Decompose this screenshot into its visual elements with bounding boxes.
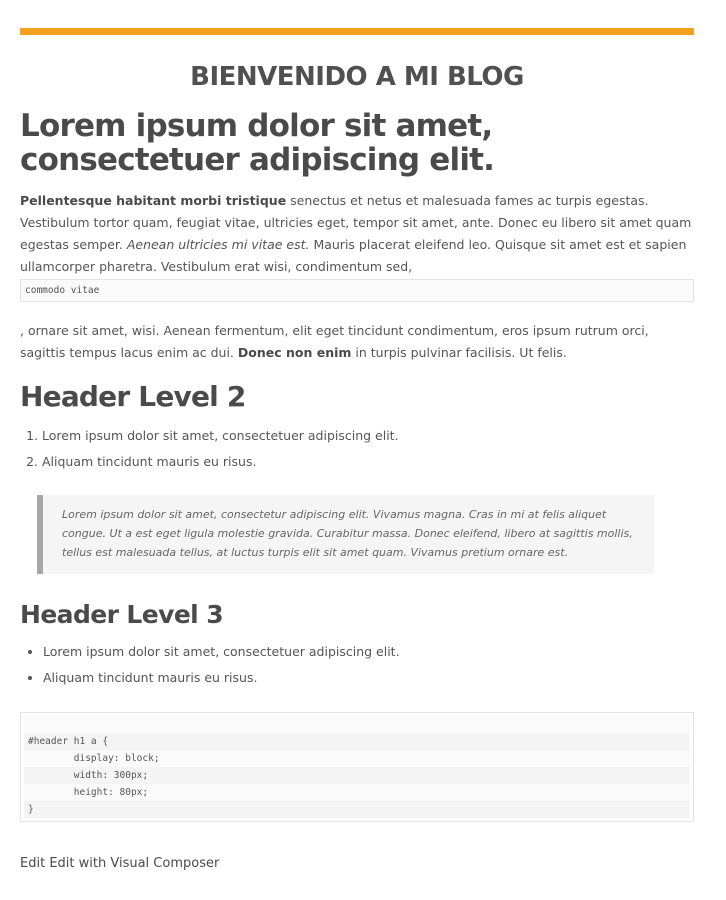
second-paragraph (20, 320, 694, 364)
unordered-list-item: • Aliquam tincidunt mauris eu risus. (43, 665, 694, 691)
code-line: display: block; (28, 753, 160, 764)
intro-emphasis-text: Aenean ultricies mi vitae est. (126, 237, 310, 252)
code-line: } (24, 801, 690, 818)
unordered-list (20, 639, 694, 691)
code-line: #header h1 a { (24, 733, 690, 750)
ordered-list-item: 2. Aliquam tincidunt mauris eu risus. (42, 449, 694, 475)
edit-with-visual-composer-link[interactable]: Edit with Visual Composer (49, 856, 220, 871)
site-title[interactable]: BIENVENIDO A MI BLOG (190, 62, 524, 92)
header-level-3: Header Level 3 (20, 600, 224, 629)
code-block (20, 712, 694, 822)
edit-links (20, 855, 694, 873)
code-line: height: 80px; (28, 787, 149, 798)
blockquote: Lorem ipsum dolor sit amet, consectetur adipiscing elit. Vivamus magna. Cras in mi at felis aliquet congue. Ut a est eget ligula molestie gravida. Curabitur massa. Donec eleifend, libero at sagittis mollis, tellus est malesuada tellus, at luctus turpis elit sit amet quam. Vivamus pretium ornare est. (37, 495, 654, 574)
intro-strong-text: Pellentesque habitant morbi tristique (20, 193, 287, 208)
ordered-list (20, 423, 694, 475)
edit-link[interactable]: Edit (20, 856, 46, 871)
code-line: width: 300px; (24, 767, 690, 784)
code-block-inner (24, 716, 690, 818)
second-text-2: in turpis pulvinar facilisis. Ut felis. (351, 345, 567, 360)
code-line (24, 716, 690, 733)
intro-text-2: Mauris placerat eleifend leo. Quisque sit amet est et sapien ullamcorper pharetra. Vestibulum erat wisi, condimentum sed, (20, 237, 687, 274)
second-text-1: , ornare sit amet, wisi. Aenean fermentum, elit eget tincidunt condimentum, eros ipsum rutrum orci, sagittis tempus lacus enim ac dui. (20, 323, 649, 360)
intro-paragraph (20, 190, 694, 278)
inline-code-block: commodo vitae (20, 279, 694, 302)
header-level-2: Header Level 2 (20, 380, 246, 413)
accent-top-bar (20, 28, 694, 35)
second-strong-text: Donec non enim (237, 345, 352, 360)
page (20, 0, 694, 873)
unordered-list-item: • Lorem ipsum dolor sit amet, consectetuer adipiscing elit. (43, 639, 694, 665)
intro-text-1: senectus et netus et malesuada fames ac turpis egestas. Vestibulum tortor quam, feugiat vitae, ultricies eget, tempor sit amet, ante. Donec eu libero sit amet quam egestas semper. (20, 193, 692, 252)
post-heading-1: Lorem ipsum dolor sit amet, consectetuer adipiscing elit. (20, 108, 495, 178)
ordered-list-item: 1. Lorem ipsum dolor sit amet, consectetuer adipiscing elit. (42, 423, 694, 449)
